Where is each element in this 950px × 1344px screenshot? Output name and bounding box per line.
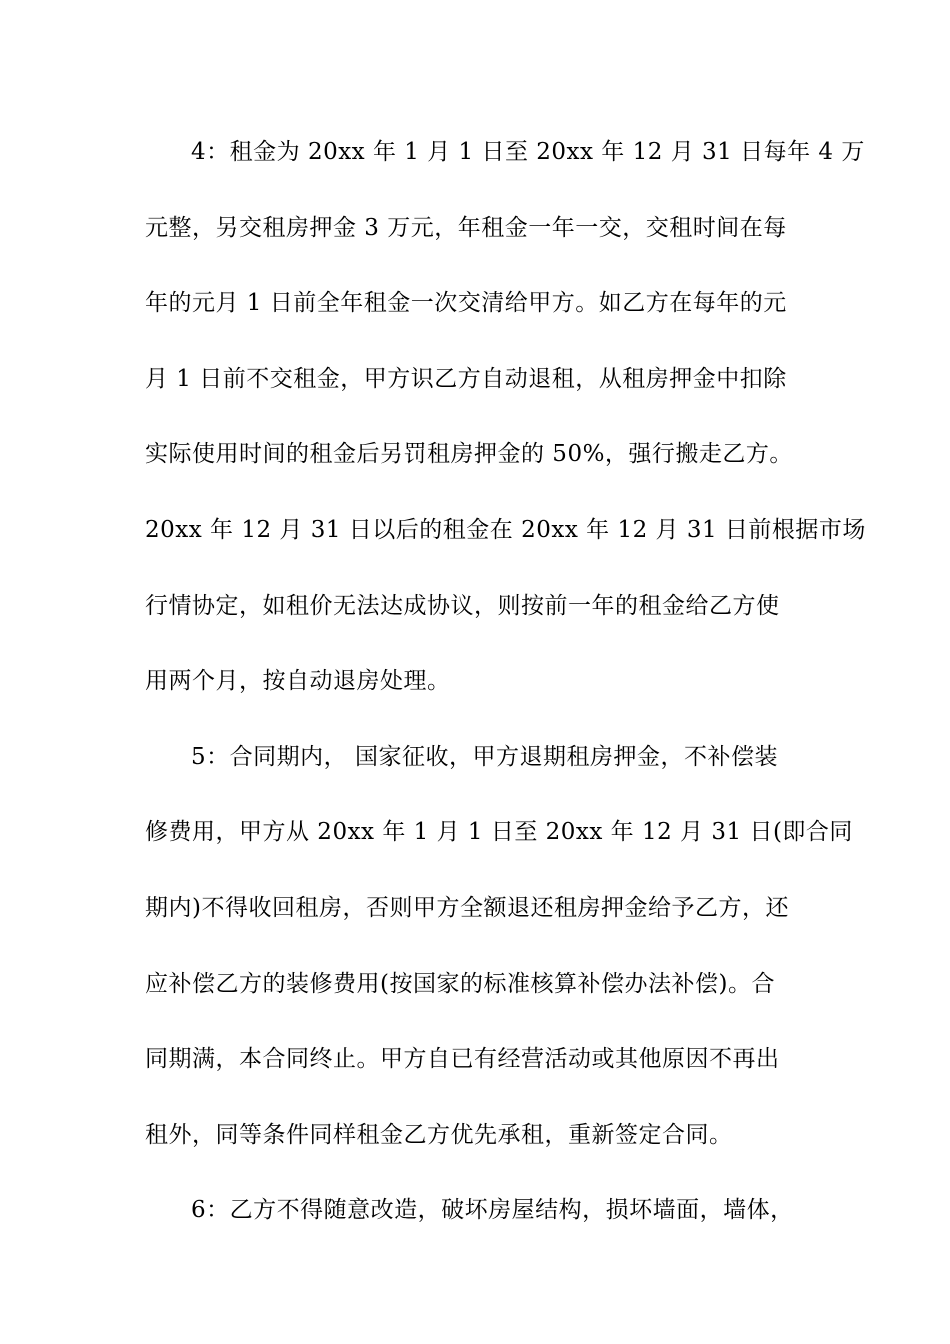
clause-6 — [145, 1190, 815, 1266]
text-line: 6：乙方不得随意改造，破坏房屋结构，损坏墙面，墙体， — [191, 1197, 794, 1224]
text-line: 租外，同等条件同样租金乙方优先承租，重新签定合同。 — [145, 1121, 733, 1148]
text-line: 修费用，甲方从 20xx 年 1 月 1 日至 20xx 年 12 月 31 日(即合同 — [145, 819, 853, 846]
clause-4 — [145, 132, 866, 737]
text-line: 5：合同期内， 国家征收，甲方退期租房押金，不补偿装 — [191, 743, 778, 770]
text-line: 4：租金为 20xx 年 1 月 1 日至 20xx 年 12 月 31 日每年 4 万 — [191, 139, 865, 165]
text-line: 期内)不得收回租房，否则甲方全额退还租房押金给予乙方，还 — [145, 894, 789, 921]
text-line: 20xx 年 12 月 31 日以后的租金在 20xx 年 12 月 31 日前根据市场 — [145, 516, 866, 543]
text-line: 用两个月，按自动退房处理。 — [145, 668, 451, 695]
text-line: 同期满，本合同终止。甲方自已有经营活动或其他原因不再出 — [145, 1046, 780, 1073]
text-line: 月 1 日前不交租金，甲方识乙方自动退租，从租房押金中扣除 — [145, 365, 787, 392]
text-line: 元整，另交租房押金 3 万元，年租金一年一交，交租时间在每 — [145, 214, 787, 241]
clause-5 — [145, 737, 853, 1191]
text-line: 行情协定，如租价无法达成协议，则按前一年的租金给乙方使 — [145, 592, 780, 619]
text-line: 实际使用时间的租金后另罚租房押金的 50%，强行搬走乙方。 — [145, 441, 793, 468]
document-body — [145, 132, 866, 1266]
text-line: 年的元月 1 日前全年租金一次交清给甲方。如乙方在每年的元 — [145, 290, 787, 317]
text-line: 应补偿乙方的装修费用(按国家的标准核算补偿办法补偿)。合 — [145, 970, 775, 997]
